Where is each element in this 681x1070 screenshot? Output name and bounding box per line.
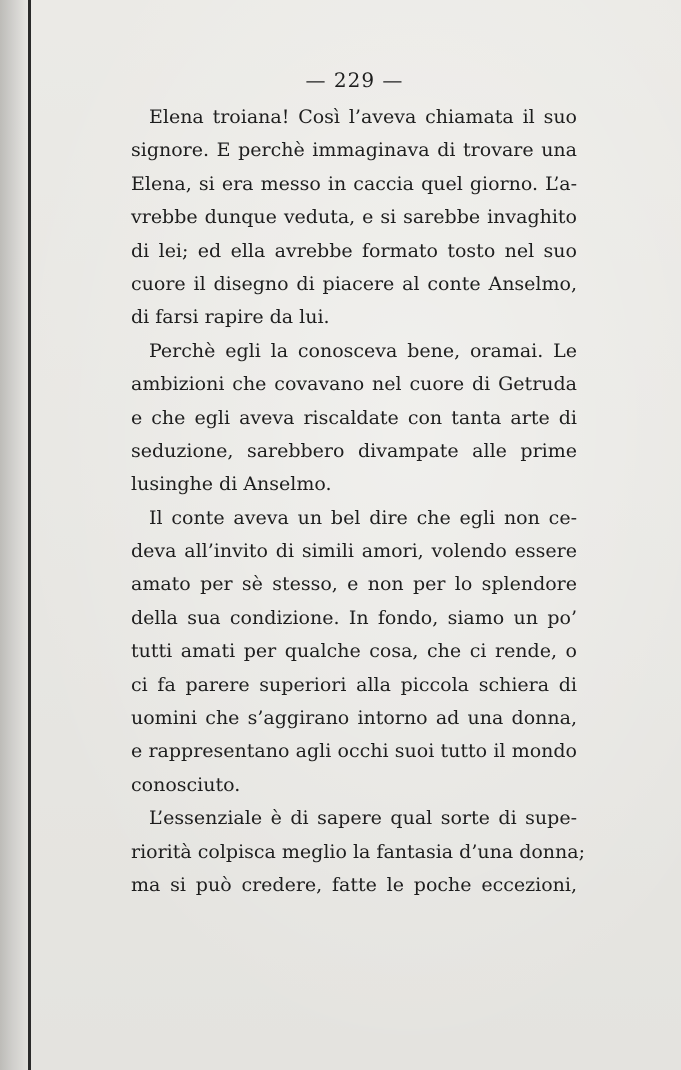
text-line: tutti amati per qualche cosa, che ci rende, o xyxy=(131,640,577,663)
text-line: Elena, si era messo in caccia quel giorno. L’a- xyxy=(131,172,577,195)
text-line: di farsi rapire da lui. xyxy=(131,306,330,329)
text-line: ma si può credere, fatte le poche eccezioni, xyxy=(131,873,577,896)
text-line: uomini che s’aggirano intorno ad una donna, xyxy=(131,707,577,730)
text-line: vrebbe dunque veduta, e si sarebbe invaghito xyxy=(131,206,577,229)
text-line: cuore il disegno di piacere al conte Anselmo, xyxy=(131,272,577,295)
page-binding-shadow xyxy=(0,0,30,1070)
body-text xyxy=(131,101,586,902)
text-line: lusinghe di Anselmo. xyxy=(131,473,332,496)
text-line: di lei; ed ella avrebbe formato tosto nel suo xyxy=(131,239,577,262)
text-line: e che egli aveva riscaldate con tanta arte di xyxy=(131,406,577,429)
text-line: L’essenziale è di sapere qual sorte di supe- xyxy=(149,807,577,830)
text-line: signore. E perchè immaginava di trovare una xyxy=(131,139,577,162)
text-line: della sua condizione. In fondo, siamo un po’ xyxy=(131,606,577,629)
text-line: riorità colpisca meglio la fantasia d’una donna; xyxy=(131,840,586,863)
text-line: seduzione, sarebbero divampate alle prime xyxy=(131,439,577,462)
text-line: Il conte aveva un bel dire che egli non ce- xyxy=(149,506,577,529)
text-line: amato per sè stesso, e non per lo splendore xyxy=(131,573,577,596)
page-number: — 229 — xyxy=(305,68,404,92)
text-line: ambizioni che covavano nel cuore di Getruda xyxy=(131,373,577,396)
text-line: ci fa parere superiori alla piccola schiera di xyxy=(131,673,577,696)
text-line: e rappresentano agli occhi suoi tutto il mondo xyxy=(131,740,577,763)
text-line: conosciuto. xyxy=(131,773,241,796)
page-binding-edge xyxy=(28,0,31,1070)
text-line: Perchè egli la conosceva bene, oramai. Le xyxy=(149,339,577,362)
text-line: deva all’invito di simili amori, volendo essere xyxy=(131,540,577,563)
text-line: Elena troiana! Così l’aveva chiamata il suo xyxy=(149,106,577,128)
